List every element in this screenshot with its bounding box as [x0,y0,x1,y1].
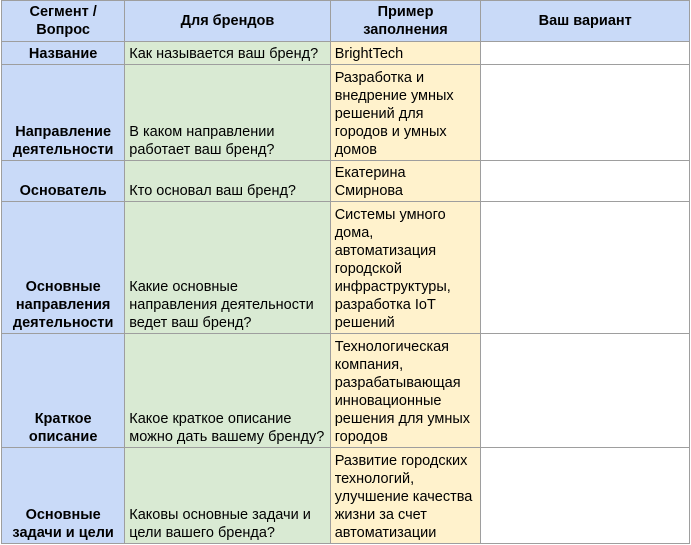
header-segment[interactable]: Сегмент / Вопрос [2,1,125,42]
segment-cell[interactable]: Краткое описание [2,334,125,448]
table-row [2,65,690,161]
variant-cell[interactable] [481,334,690,448]
question-cell[interactable]: Какие основные направления деятельности ведет ваш бренд? [125,202,330,334]
header-variant[interactable]: Ваш вариант [481,1,690,42]
header-example[interactable]: Пример заполнения [330,1,481,42]
table-row [2,202,690,334]
question-cell[interactable]: Каковы основные задачи и цели вашего бренда? [125,448,330,544]
segment-cell[interactable]: Основные направления деятельности [2,202,125,334]
question-cell[interactable]: Как называется ваш бренд? [125,42,330,65]
question-cell[interactable]: В каком направлении работает ваш бренд? [125,65,330,161]
table-row [2,161,690,202]
brand-questionnaire-table [1,0,690,544]
variant-cell[interactable] [481,42,690,65]
example-cell[interactable]: Разработка и внедрение умных решений для городов и умных домов [330,65,481,161]
question-cell[interactable]: Какое краткое описание можно дать вашему бренду? [125,334,330,448]
example-cell[interactable]: Технологическая компания, разрабатывающая инновационные решения для умных городов [330,334,481,448]
example-cell[interactable]: Системы умного дома, автоматизация городской инфраструктуры, разработка IoT решений [330,202,481,334]
table-row [2,448,690,544]
question-cell[interactable]: Кто основал ваш бренд? [125,161,330,202]
variant-cell[interactable] [481,65,690,161]
variant-cell[interactable] [481,161,690,202]
header-brand[interactable]: Для брендов [125,1,330,42]
table-row [2,334,690,448]
variant-cell[interactable] [481,448,690,544]
segment-cell[interactable]: Основные задачи и цели [2,448,125,544]
example-cell[interactable]: Развитие городских технологий, улучшение качества жизни за счет автоматизации [330,448,481,544]
header-row [2,1,690,42]
segment-cell[interactable]: Основатель [2,161,125,202]
segment-cell[interactable]: Название [2,42,125,65]
example-cell[interactable]: BrightTech [330,42,481,65]
table-row [2,42,690,65]
segment-cell[interactable]: Направление деятельности [2,65,125,161]
example-cell[interactable]: Екатерина Смирнова [330,161,481,202]
variant-cell[interactable] [481,202,690,334]
